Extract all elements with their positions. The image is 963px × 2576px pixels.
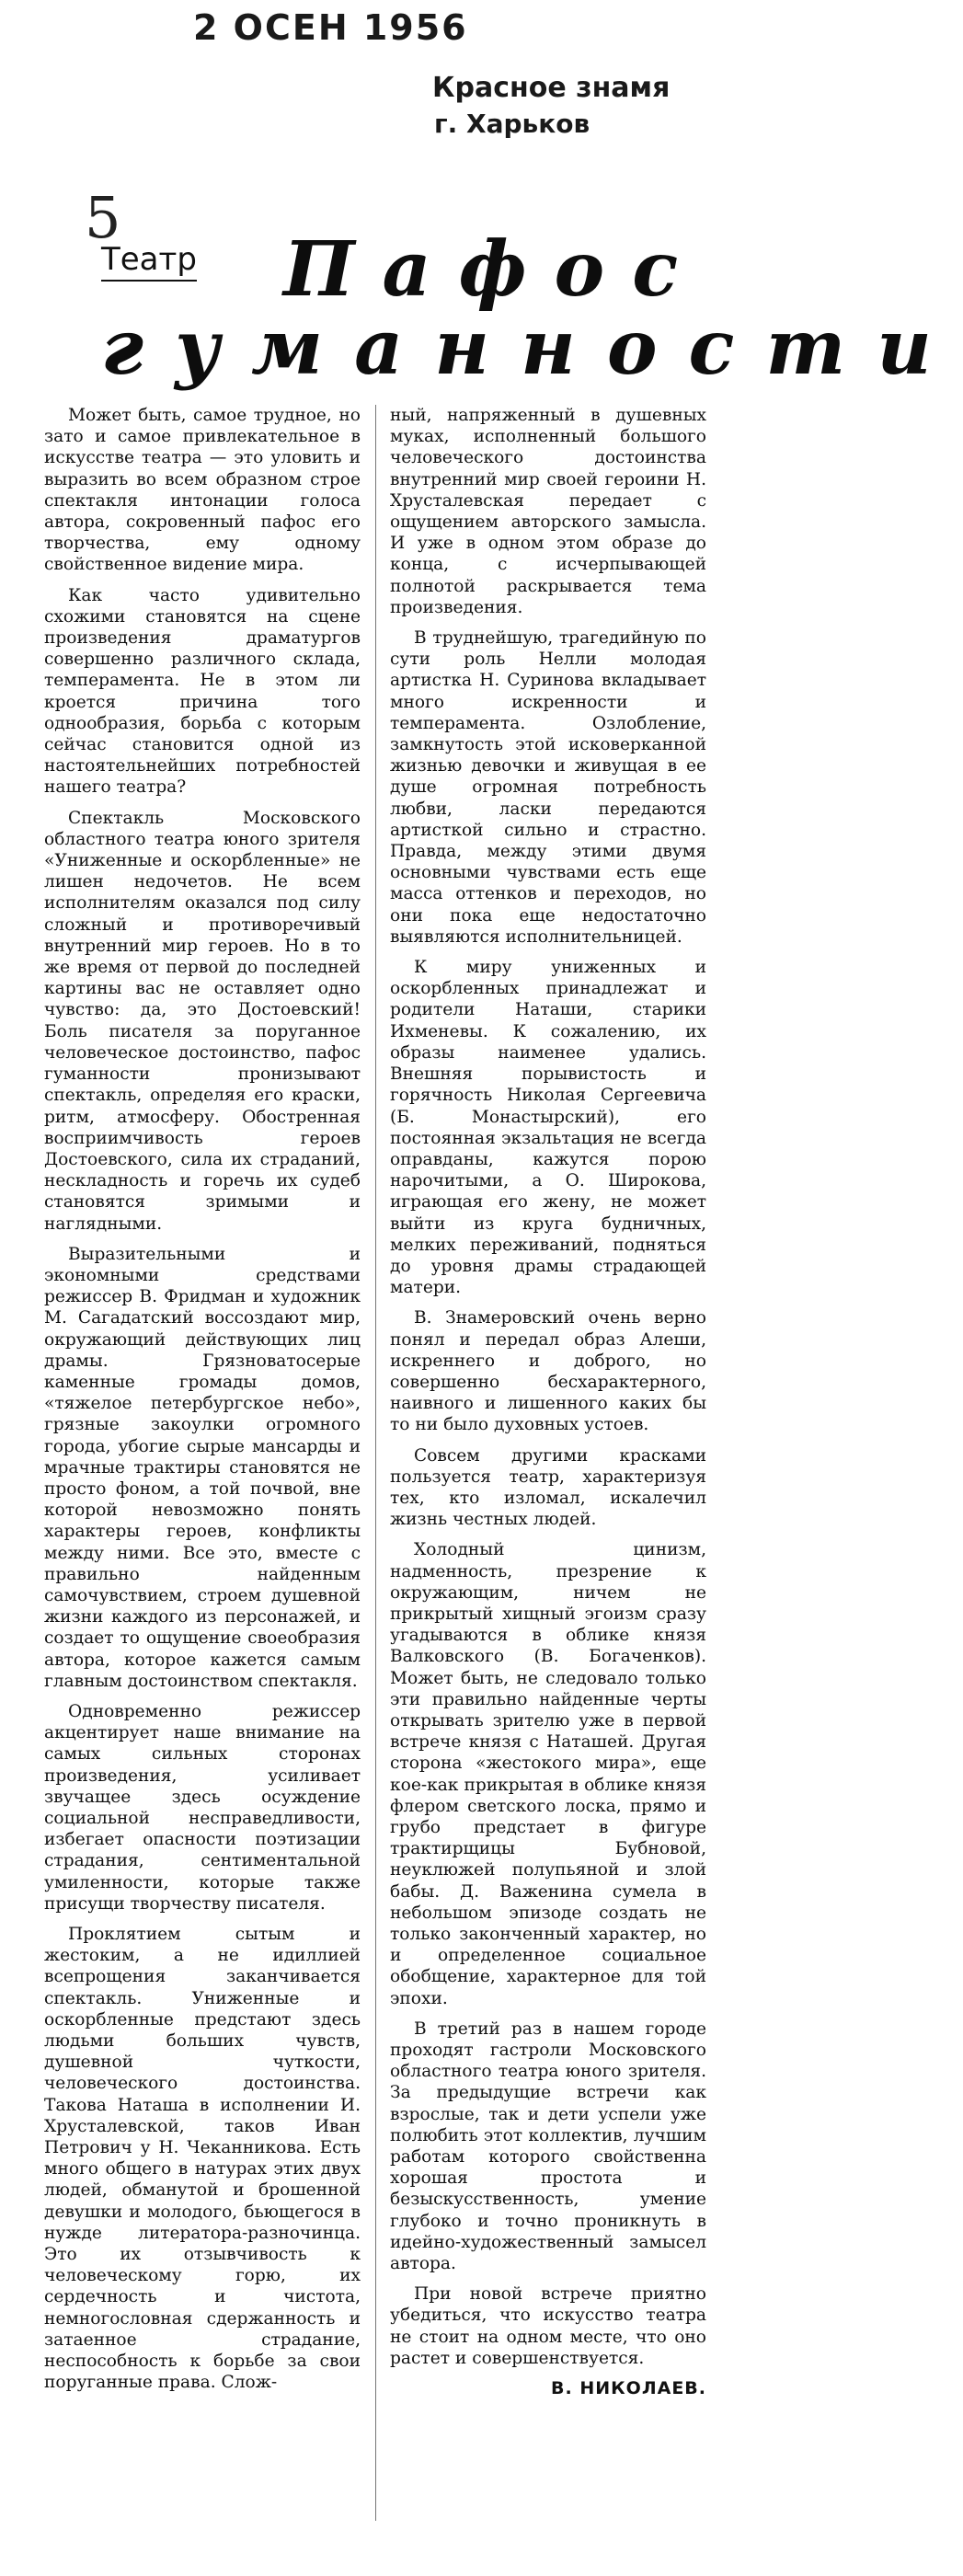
paragraph: ный, напряженный в душевных муках, исполненный большого человеческого достоинства внутренний мир своей героини Н. Хрусталевская передает с ощущением авторского замысла. И уже в одном этом образе до конца, с исчерпывающей полнотой раскрывается тема произведения.: [390, 406, 706, 617]
paragraph: В труднейшую, трагедийную по сути роль Нелли молодая артистка Н. Суринова вкладывает много искренности и темперамента. Озлобление, замкнутость этой исковерканной жизнью девочки и живущая в ее душе огромная потребность любви, ласки передаются артисткой сильно и страстно. Правда, между этими двумя основными чувствами есть еще масса оттенков и переходов, но они пока еще недостаточно выявляются исполнительницей.: [390, 628, 706, 947]
rubric-label: Театр: [101, 241, 197, 282]
article-body: [44, 405, 706, 2548]
stamp-newspaper: Красное знамя: [432, 72, 671, 104]
paragraph: Выразительными и экономными средствами режиссер В. Фридман и художник М. Сагадатский воссоздают мир, окружающий действующих лиц драмы. Грязноватосерые каменные громады домов, «тяжелое петербургское небо», грязные закоулки огромного города, убогие сырые мансарды и мрачные трактиры становятся не просто фоном, а той почвой, вне которой невозможно понять характеры героев, конфликты между ними. Все это, вместе с правильно найденным самочувствием, строем душевной жизни каждого из персонажей, и создает то ощущение своеобразия автора, которое кажется самым главным достоинством спектакля.: [44, 1244, 361, 1691]
paragraph: К миру униженных и оскорбленных принадлежат и родители Наташи, старики Ихменевы. К сожалению, их образы наименее удались. Внешняя порывистость и горячность Николая Сергеевича (Б. Монастырский), его постоянная экзальтация не всегда оправданы, кажутся порою нарочитыми, а О. Широкова, играющая его жену, не может выйти из круга будничных, мелких переживаний, подняться до уровня драмы страдающей матери.: [390, 958, 706, 1298]
paragraph: В третий раз в нашем городе проходят гастроли Московского областного театра юного зрителя. За предыдущие встречи как взрослые, так и дети успели уже полюбить этот коллектив, лучшим работам которого свойственна хорошая простота и безыскусственность, умение глубоко и точно проникнуть в идейно-художественный замысел автора.: [390, 2018, 706, 2274]
paragraph: Спектакль Московского областного театра юного зрителя «Униженные и оскорбленные» не лишен недочетов. Не всем исполнителям оказался под силу сложный и противоречивый внутренний мир героев. Но в то же время от первой до последней картины вас не оставляет одно чувство: да, это Достоевский! Боль писателя за поруганное человеческое достоинство, пафос гуманности пронизывают спектакль, определяя его краски, ритм, атмосферу. Обостренная восприимчивость героев Достоевского, сила их страданий, нескладность и горечь их судеб становятся зримыми и наглядными.: [44, 808, 361, 1234]
column-divider: [375, 405, 376, 2521]
article-column-left: [44, 405, 361, 2402]
paragraph: В. Знамеровский очень верно понял и передал образ Алеши, искреннего и доброго, но совершенно бесхарактерного, наивного и лишенного каких бы то ни было духовных устоев.: [390, 1308, 706, 1435]
paragraph: Совсем другими красками пользуется театр, характеризуя тех, кто изломал, искалечил жизнь честных людей.: [390, 1445, 706, 1530]
paragraph: Холодный цинизм, надменность, презрение к окружающим, ничем не прикрытый хищный эгоизм сразу угадываются в облике князя Валковского (В. Богаченков). Может быть, не следовало только эти правильно найденные черты открывать зрителю уже в первой встрече князя с Наташей. Другая сторона «жестокого мира», еще кое-как прикрытая в облике князя флером светского лоска, прямо и грубо предстает в фигуре трактирщицы Бубновой, неуклюжей полупьяной и злой бабы. Д. Важенина сумела в небольшом эпизоде создать не только законченный характер, но и определенное социальное обобщение, характерное для той эпохи.: [390, 1540, 706, 2008]
stamp-city: г. Харьков: [434, 109, 590, 139]
stamp-date: 2 ОСЕН 1956: [193, 7, 468, 48]
paragraph: При новой встрече приятно убедиться, что искусство театра не стоит на одном месте, что оно растет и совершенствуется.: [390, 2284, 706, 2368]
paragraph: Одновременно режиссер акцентирует наше внимание на самых сильных сторонах произведения, усиливает звучащее здесь осуждение социальной несправедливости, избегает опасности поэтизации страдания, сентиментальной умиленности, которые также присущи творчеству писателя.: [44, 1701, 361, 1914]
handwritten-mark: 5: [85, 184, 121, 251]
author-signature: В. НИКОЛАЕВ.: [551, 2378, 706, 2399]
paragraph: Может быть, самое трудное, но зато и самое привлекательное в искусстве театра — это уловить и выразить во всем образном строе спектакля интонации голоса автора, сокровенный пафос его творчества, ему одному свойственное видение мира.: [44, 406, 361, 575]
article-column-right: [390, 405, 706, 2399]
headline-line-2: гуманности: [101, 304, 963, 392]
headline-line-1: Пафос: [283, 225, 706, 314]
paragraph: Как часто удивительно схожими становятся на сцене произведения драматургов совершенно различного склада, темперамента. Не в этом ли кроется причина того однообразия, борьба с которым сейчас становится одной из настоятельнейших потребностей нашего театра?: [44, 585, 361, 798]
paragraph: Проклятием сытым и жестоким, а не идиллией всепрощения заканчивается спектакль. Униженные и оскорбленные предстают здесь людьми больших чувств, душевной чуткости, человеческого достоинства. Такова Наташа в исполнении И. Хрусталевской, таков Иван Петрович у Н. Чеканникова. Есть много общего в натурах этих двух людей, обманутой и брошенной девушки и молодого, бьющегося в нужде литератора-разночинца. Это их отзывчивость к человеческому горю, их сердечность и чистота, немногословная сдержанность и затаенное страдание, неспособность к борьбе за свои поруганные права. Слож-: [44, 1925, 361, 2393]
